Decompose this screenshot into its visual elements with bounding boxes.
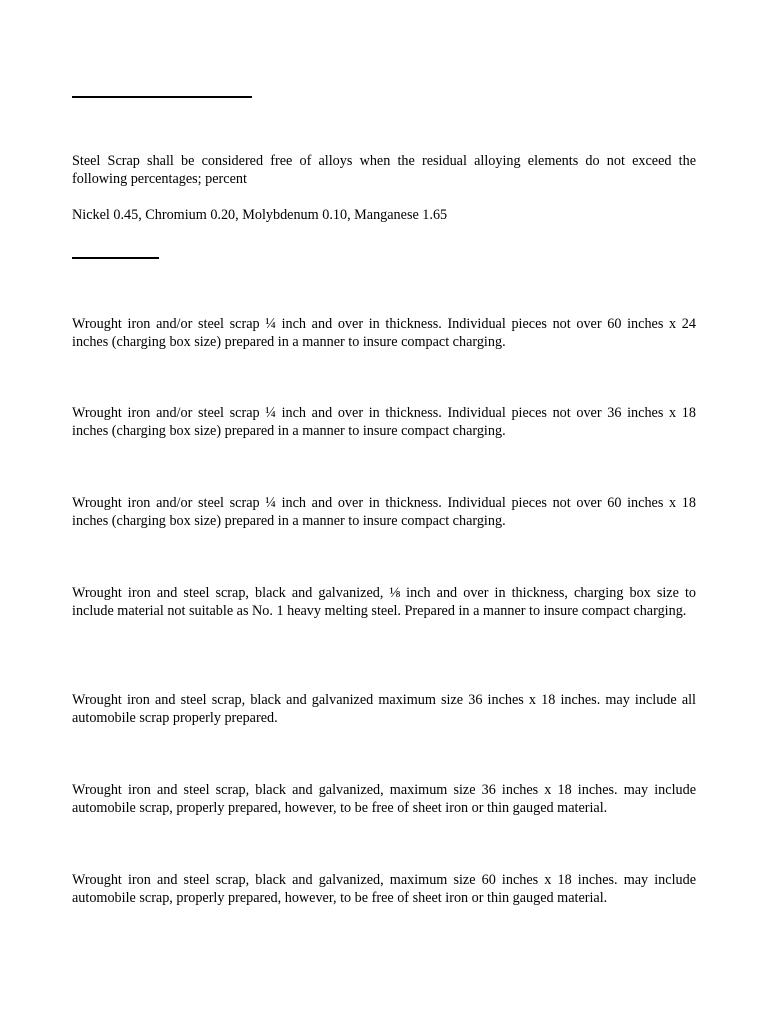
grade-description: Wrought iron and steel scrap, black and galvanized maximum size 36 inches x 18 inches. may include all automobile scrap properly prepared.	[72, 692, 696, 727]
alloy-free-statement: Steel Scrap shall be considered free of alloys when the residual alloying elements do not exceed the following percentages; percent	[72, 153, 696, 188]
heading-rule-grades-section	[72, 257, 159, 259]
grade-description: Wrought iron and/or steel scrap ¼ inch and over in thickness. Individual pieces not over 60 inches x 24 inches (charging box size) prepared in a manner to insure compact charging.	[72, 316, 696, 351]
grade-description: Wrought iron and/or steel scrap ¼ inch and over in thickness. Individual pieces not over 60 inches x 18 inches (charging box size) prepared in a manner to insure compact charging.	[72, 495, 696, 530]
alloy-limits: Nickel 0.45, Chromium 0.20, Molybdenum 0.10, Manganese 1.65	[72, 207, 448, 223]
grade-description: Wrought iron and steel scrap, black and galvanized, maximum size 36 inches x 18 inches. may include automobile scrap, properly prepared, however, to be free of sheet iron or thin gauged material.	[72, 782, 696, 817]
grade-description: Wrought iron and steel scrap, black and galvanized, ⅛ inch and over in thickness, charging box size to include material not suitable as No. 1 heavy melting steel. Prepared in a manner to insure compact charging.	[72, 585, 696, 620]
grade-description: Wrought iron and steel scrap, black and galvanized, maximum size 60 inches x 18 inches. may include automobile scrap, properly prepared, however, to be free of sheet iron or thin gauged material.	[72, 872, 696, 907]
grade-description: Wrought iron and/or steel scrap ¼ inch and over in thickness. Individual pieces not over 36 inches x 18 inches (charging box size) prepared in a manner to insure compact charging.	[72, 405, 696, 440]
heading-rule-alloy-section	[72, 96, 252, 98]
